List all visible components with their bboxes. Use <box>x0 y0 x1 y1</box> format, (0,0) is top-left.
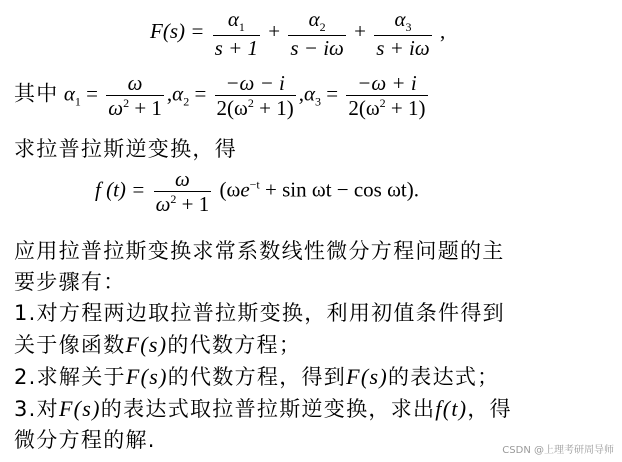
para-line-5: 2.求解关于F(s)的代数方程，得到F(s)的表达式； <box>14 364 500 389</box>
formula1-fraction-1: $\frac{\alpha_1}{s + 1}$ <box>214 7 259 60</box>
para-line-6: 3.对F(s)的表达式取拉普拉斯逆变换，求出f(t)，得 <box>14 396 512 421</box>
inverse-transform-sentence: 求拉普拉斯逆变换，得 <box>14 137 237 161</box>
formula1-fraction-2: $\frac{\alpha_2}{s - i\omega}$ <box>290 7 344 60</box>
para-line-1: 应用拉普拉斯变换求常系数线性微分方程问题的主 <box>14 239 505 263</box>
para-line-2: 要步骤有： <box>14 270 126 294</box>
formula2-alpha1-fraction: $\frac{\omega}{\omega^2 + 1}$ <box>108 71 162 121</box>
para-line-4: 关于像函数F(s)的代数方程； <box>14 332 302 357</box>
formula2-prefix: 其中 <box>14 81 59 106</box>
formula2-alpha2-fraction: $\frac{-\omega - i}{2(\omega^2 + 1)}$ <box>216 71 294 121</box>
para-line-3: 1.对方程两边取拉普拉斯变换，利用初值条件得到 <box>14 301 505 325</box>
para-line-7: 微分方程的解. <box>14 428 156 452</box>
formula3-fraction: $\frac{\omega}{\omega^2 + 1}$ <box>155 167 210 217</box>
formula1-fraction-3: $\frac{\alpha_3}{s + i\omega}$ <box>376 7 430 60</box>
formula2-alpha3-fraction: $\frac{-\omega + i}{2(\omega^2 + 1)}$ <box>348 71 426 121</box>
formula-coefficients: 其中 $\alpha_1$ = $\frac{\omega}{\omega^2 + 1}$ $,\alpha_2$ = $\frac{-\omega - i}{2(\omega^2 + 1)}$ $,\alpha_3$ = $\frac{-\omega + i}{2(\omega^2 + 1)}$ <box>14 71 426 121</box>
formula1-lhs: F(s) = <box>150 19 205 44</box>
formula-laplace-partial-fractions: F(s) = $\frac{\alpha_1}{s + 1}$ + $\frac{\alpha_2}{s - i\omega}$ + $\frac{\alpha_3}{s + i\omega}$ , <box>150 7 446 60</box>
formula-inverse-result: f (t) = $\frac{\omega}{\omega^2 + 1}$ $(\omega e^{-t} + \sin \omega t - \cos \omega t)$. <box>95 167 420 217</box>
csdn-watermark: CSDN @上理考研周导师 <box>502 445 614 456</box>
steps-paragraph <box>14 236 512 456</box>
